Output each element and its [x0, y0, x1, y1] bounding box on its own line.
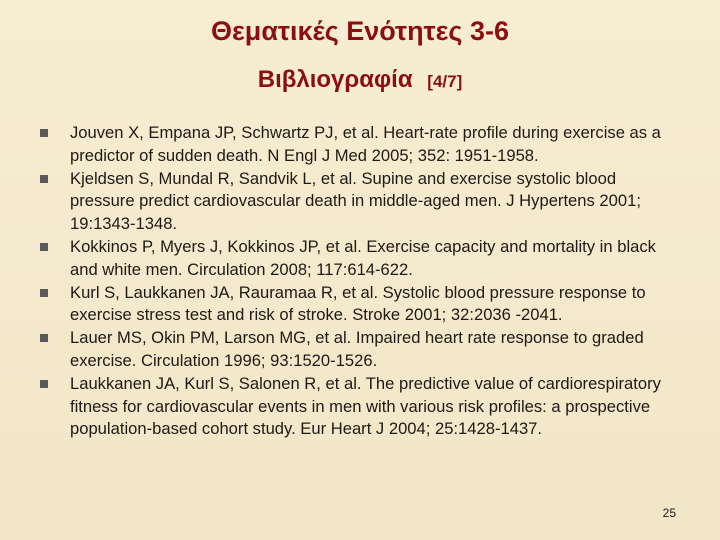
reference-item	[40, 373, 680, 441]
subtitle-text: Βιβλιογραφία	[257, 66, 413, 93]
reference-list	[40, 122, 680, 441]
reference-item	[40, 122, 680, 168]
slide-subtitle	[0, 64, 720, 98]
square-bullet-icon	[40, 243, 48, 251]
slide-title: Θεματικές Ενότητες 3-6	[210, 16, 509, 46]
reference-text: Kokkinos P, Myers J, Kokkinos JP, et al. Exercise capacity and mortality in black and white men. Circulation 2008; 117:614-622.	[70, 236, 656, 279]
reference-item	[40, 282, 680, 328]
reference-item	[40, 168, 680, 236]
square-bullet-icon	[40, 129, 48, 137]
reference-text: Lauer MS, Okin PM, Larson MG, et al. Impaired heart rate response to graded exercise. Circulation 1996; 93:1520-1526.	[70, 328, 644, 370]
square-bullet-icon	[40, 175, 48, 183]
reference-text: Jouven X, Empana JP, Schwartz PJ, et al. Heart-rate profile during exercise as a predictor of sudden death. N Engl J Med 2005; 352: 1951-1958.	[70, 123, 661, 165]
square-bullet-icon	[40, 380, 48, 388]
reference-item	[40, 327, 680, 373]
reference-text: Laukkanen JA, Kurl S, Salonen R, et al. The predictive value of cardiorespiratory fitness for cardiovascular events in men with various risk profiles: a prospective population-based cohort study. Eur Heart J 2004; 25:1428-1437.	[70, 373, 661, 439]
reference-item	[40, 236, 680, 282]
square-bullet-icon	[40, 289, 48, 297]
reference-text: Kurl S, Laukkanen JA, Rauramaa R, et al. Systolic blood pressure response to exercise stress test and risk of stroke. Stroke 2001; 32:2036 -2041.	[70, 282, 646, 325]
slide-counter: [4/7]	[427, 72, 463, 91]
page-number: 25	[662, 506, 676, 520]
reference-text: Kjeldsen S, Mundal R, Sandvik L, et al. Supine and exercise systolic blood pressure predict cardiovascular death in middle-aged men. J Hypertens 2001; 19:1343-1348.	[70, 168, 641, 234]
square-bullet-icon	[40, 334, 48, 342]
